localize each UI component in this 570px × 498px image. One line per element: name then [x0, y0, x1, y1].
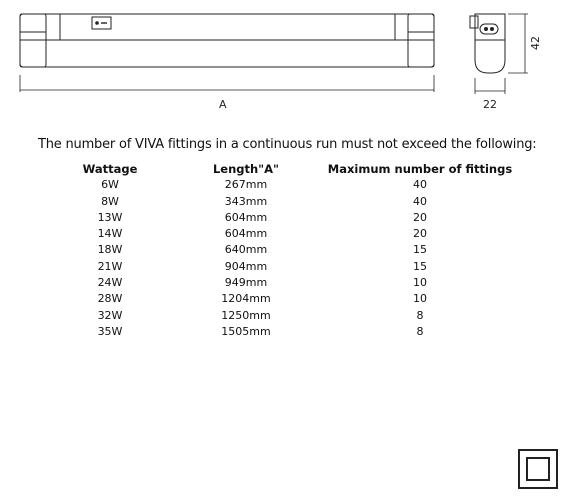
cell-wattage: 32W — [97, 308, 123, 322]
cell-max: 15 — [413, 259, 427, 273]
switch-icon — [92, 17, 111, 29]
cell-wattage: 21W — [97, 259, 123, 273]
table-row — [0, 259, 570, 275]
header-length: Length"A" — [212, 162, 280, 176]
cell-wattage: 13W — [97, 210, 123, 224]
table-row — [0, 324, 570, 340]
cell-max: 40 — [413, 194, 427, 208]
dimension-height-label: 42 — [529, 36, 542, 50]
cell-max: 20 — [413, 210, 427, 224]
cell-wattage: 14W — [97, 227, 123, 241]
cell-wattage: 28W — [97, 292, 123, 306]
dimension-line-a — [20, 75, 434, 92]
intro-text: The number of VIVA fittings in a continuous run must not exceed the following: — [38, 137, 537, 152]
cell-length: 949mm — [224, 276, 268, 290]
cell-length: 1250mm — [221, 308, 271, 322]
table-row — [0, 308, 570, 324]
cell-length: 1505mm — [221, 324, 271, 338]
table-row — [0, 194, 570, 210]
cell-wattage: 8W — [101, 194, 119, 208]
cell-max: 10 — [413, 292, 427, 306]
table-row — [0, 177, 570, 193]
cell-max: 20 — [413, 227, 427, 241]
cell-length: 904mm — [224, 259, 268, 273]
table-row — [0, 291, 570, 307]
cell-wattage: 24W — [97, 276, 123, 290]
cell-wattage: 6W — [101, 178, 119, 192]
header-max-fittings: Maximum number of fittings — [327, 162, 513, 176]
cell-length: 267mm — [224, 178, 268, 192]
dimension-width-label: 22 — [483, 98, 497, 111]
cell-length: 604mm — [224, 227, 268, 241]
cell-max: 40 — [413, 178, 427, 192]
cell-length: 343mm — [224, 194, 268, 208]
cell-length: 604mm — [224, 210, 268, 224]
cell-max: 8 — [416, 308, 424, 322]
dimension-line-42 — [508, 14, 528, 73]
cell-wattage: 35W — [97, 324, 123, 338]
end-view — [470, 14, 505, 73]
cell-max: 10 — [413, 276, 427, 290]
dimension-a-label: A — [219, 98, 227, 111]
cell-wattage: 18W — [97, 243, 123, 257]
cell-max: 8 — [416, 324, 424, 338]
table-row — [0, 210, 570, 226]
dimension-line-22 — [475, 78, 505, 94]
fittings-table — [0, 161, 570, 340]
cell-length: 640mm — [224, 243, 268, 257]
side-view — [20, 14, 434, 67]
double-square-icon — [518, 449, 558, 489]
cell-length: 1204mm — [221, 292, 271, 306]
header-wattage: Wattage — [82, 162, 138, 176]
cell-max: 15 — [413, 243, 427, 257]
table-row — [0, 275, 570, 291]
table-header-row — [0, 161, 570, 177]
table-row — [0, 242, 570, 258]
table-row — [0, 226, 570, 242]
